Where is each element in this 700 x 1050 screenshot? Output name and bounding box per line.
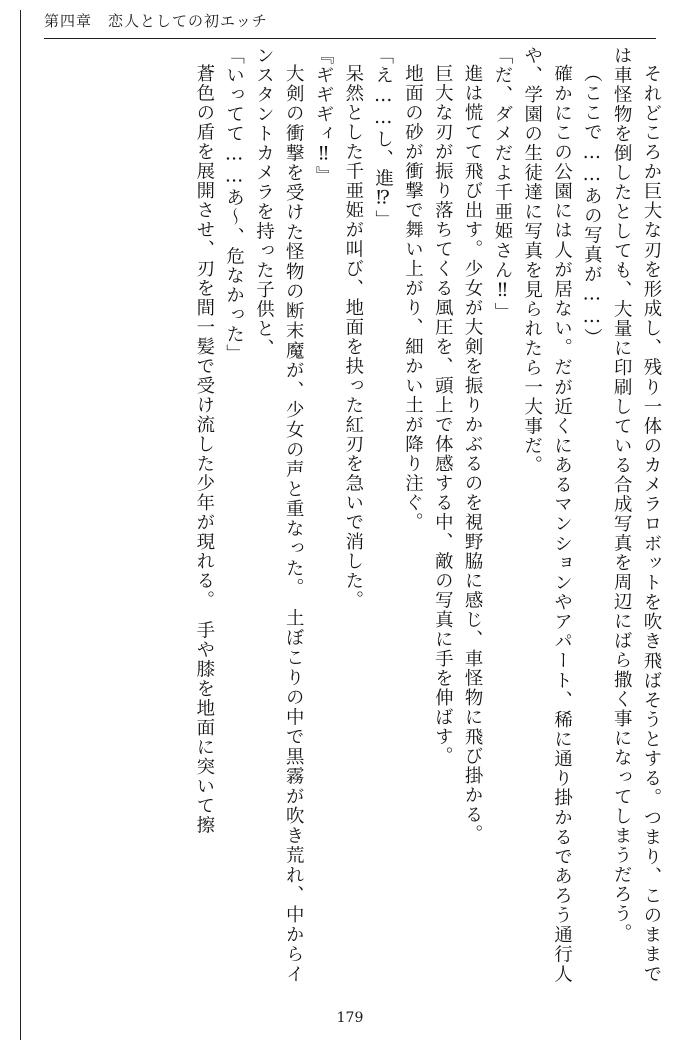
paragraph: 『ギギギィ‼』 <box>313 46 335 186</box>
paragraph: それどころか巨大な刃を形成し、残り一体のカメラロボットを吹き飛ばそうとする。つまり、このままでは車怪物を倒したとしても、大量に印刷している合成写真を周辺にばら撒く事になってしまうだろう。 <box>611 46 662 984</box>
body-text <box>36 46 666 984</box>
paragraph: 巨大な刃が振り落ちてくる風圧を、頭上で体感する中、敵の写真に手を伸ばす。 <box>432 64 454 767</box>
paragraph: 大剣の衝撃を受けた怪物の断末魔が、少女の声と重なった。 土ぼこりの中で黒霧が吹き荒れ、中からインスタントカメラを持った子供と、 <box>253 46 305 984</box>
paragraph: （ここで……あの写真が……） <box>581 64 603 348</box>
paragraph: 呆然とした千亜姫が叫び、地面を抉った紅刃を急いで消した。 <box>342 64 364 611</box>
paragraph: 確かにこの公園には人が居ない。だが近くにあるマンションやアパート、稀に通り掛かるであろう通行人や、学園の生徒達に写真を見られたら一大事だ。 <box>521 46 573 984</box>
page-number: 179 <box>336 1010 364 1026</box>
paragraph: 蒼色の盾を展開させ、刃を間一髪で受け流した少年が現れる。 手や膝を地面に突いて擦 <box>193 64 215 836</box>
page-header <box>44 10 656 44</box>
paragraph: 進は慌てて飛び出す。少女が大剣を振りかぶるのを視野脇に感じ、車怪物に飛び掛かる。 <box>462 64 484 845</box>
paragraph: 「だ、ダメだよ千亜姫さん‼」 <box>491 46 513 322</box>
paragraph: 「いってて……あ〜、危なかった」 <box>223 46 245 364</box>
paragraph: 地面の砂が衝撃で舞い上がり、細かい土が降り注ぐ。 <box>402 64 424 533</box>
header-divider <box>44 38 656 39</box>
chapter-title: 第四章 恋人としての初エッチ <box>44 12 268 30</box>
spine-rule <box>20 10 21 1040</box>
paragraph: 「え……し、進⁉」 <box>372 46 394 230</box>
